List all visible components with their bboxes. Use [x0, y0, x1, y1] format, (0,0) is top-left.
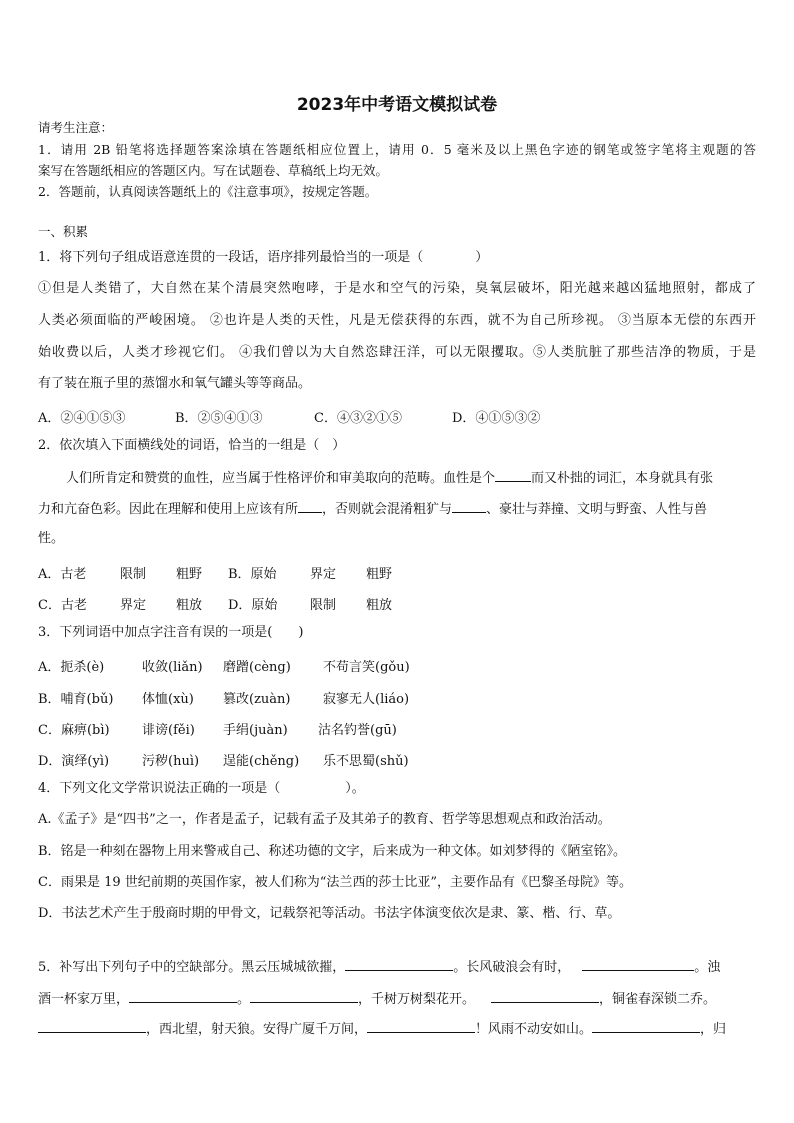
q2-option-a-word-3: 粗野 [176, 567, 203, 582]
q2-option-b-word-2: 界定 [310, 567, 337, 582]
q3-stem: 3．下列词语中加点字注音有误的一项是( ) [38, 625, 304, 640]
q2-blank-2[interactable] [298, 500, 322, 513]
q2-option-a-word-2: 限制 [120, 567, 147, 582]
q3-option-c-word-3: 手绢(juàn) [223, 723, 288, 738]
q4-option-c[interactable]: C．雨果是 19 世纪前期的英国作家，被人们称为“法兰西的莎士比亚”，主要作品有《巴黎圣母院》等。 [38, 875, 633, 890]
q2-stem: 2．依次填入下面横线处的词语，恰当的一组是（ ） [38, 438, 346, 453]
q3-option-b-word-3: 篡改(zuàn) [223, 692, 291, 707]
q2-passage-line-1 [66, 469, 756, 487]
notice-heading: 请考生注意： [38, 120, 114, 135]
notice-item-1-line-1: 1．请用 2B 铅笔将选择题答案涂填在答题纸相应位置上，请用 0．5 毫米及以上黑色字迹的钢笔或签字笔将主观题的答 [38, 142, 756, 157]
q1-passage-line-4: 有了装在瓶子里的蒸馏水和氧气罐头等等商品。 [38, 376, 312, 391]
q1-option-b[interactable]: B．②⑤④①③ [175, 411, 263, 426]
q2-passage-line-2 [38, 500, 756, 518]
q4-option-d[interactable]: D．书法艺术产生于殷商时期的甲骨文，记载祭祀等活动。书法字体演变依次是隶、篆、楷、行、草。 [38, 906, 621, 921]
q3-option-a[interactable]: A．扼杀(è) [38, 660, 105, 675]
q2-text: 而又朴拙的词汇，本身就具有张 [531, 471, 714, 486]
q3-option-a-word-4: 不苟言笑(gǒu) [323, 660, 410, 675]
q5-blank-5[interactable] [491, 990, 599, 1003]
q5-blank-4[interactable] [250, 990, 358, 1003]
q2-option-a[interactable]: A．古老 [38, 567, 87, 582]
section-heading: 一、积累 [38, 224, 89, 239]
q2-option-c[interactable]: C．古老 [38, 598, 87, 613]
q3-option-a-word-2: 收敛(liǎn) [142, 660, 203, 675]
q1-option-d[interactable]: D．④①⑤③② [452, 411, 541, 426]
notice-item-1-line-2: 案写在答题纸相应的答题区内。写在试题卷、草稿纸上均无效。 [38, 163, 389, 178]
q2-option-d-word-2: 限制 [310, 598, 337, 613]
q4-option-b[interactable]: B．铭是一种刻在器物上用来警戒自己、称述功德的文字，后来成为一种文体。如刘梦得的《陋室铭》。 [38, 844, 627, 859]
q2-option-c-word-3: 粗放 [176, 598, 203, 613]
q2-text: 人们所肯定和赞赏的血性，应当属于性格评价和审美取向的范畴。血性是个 [66, 471, 496, 486]
q3-option-d-word-4: 乐不思蜀(shǔ) [323, 754, 409, 769]
q4-option-a[interactable]: A.《孟子》是“四书”之一，作者是孟子，记载有孟子及其弟子的教育、哲学等思想观点和政治活动。 [38, 812, 611, 827]
q5-text: ，归 [700, 1022, 727, 1037]
q2-blank-3[interactable] [452, 500, 486, 513]
q3-option-d-word-3: 逞能(chěng) [223, 754, 300, 769]
q1-passage-line-2: 人类必须面临的严峻困境。 ②也许是人类的天性，凡是无偿获得的东西，就不为自己所珍视。 ③当原本无偿的东西开 [38, 313, 756, 328]
q3-option-a-word-3: 磨蹭(cèng) [223, 660, 291, 675]
q5-blank-8[interactable] [592, 1020, 700, 1033]
q2-option-d[interactable]: D．原始 [228, 598, 278, 613]
q2-text: 、豪壮与莽撞、文明与野蛮、人性与兽 [486, 502, 708, 517]
q5-blank-3[interactable] [129, 990, 237, 1003]
q5-text: 。长风破浪会有时， [453, 960, 571, 975]
q2-text: 力和亢奋色彩。因此在理解和使用上应该有所 [38, 502, 299, 517]
q5-text: 5．补写出下列句子中的空缺部分。黑云压城城欲摧， [38, 960, 346, 975]
q5-text: 酒一杯家万里， [38, 992, 130, 1007]
q5-line-1 [38, 958, 756, 976]
q2-option-b-word-3: 粗野 [366, 567, 393, 582]
q5-text: ，铜雀春深锁二乔。 [599, 992, 717, 1007]
q5-text: ！风雨不动安如山。 [475, 1022, 593, 1037]
q3-option-c-word-2: 诽谤(fěi) [142, 723, 195, 738]
q1-option-a[interactable]: A．②④①⑤③ [38, 411, 126, 426]
q1-stem: 1．将下列句子组成语意连贯的一段话，语序排列最恰当的一项是（ ） [38, 250, 489, 265]
q5-text: 。浊 [694, 960, 721, 975]
q5-blank-2[interactable] [582, 958, 694, 971]
q4-stem: 4．下列文化文学常识说法正确的一项是（ ）。 [38, 781, 365, 796]
notice-item-2: 2．答题前，认真阅读答题纸上的《注意事项》，按规定答题。 [38, 184, 378, 199]
q3-option-c-word-4: 沽名钓誉(gū) [318, 723, 397, 738]
q5-text: 。 [237, 992, 251, 1007]
q5-line-3 [38, 1020, 756, 1038]
q3-option-d-word-2: 污秽(huì) [142, 754, 200, 769]
q3-option-c[interactable]: C．麻痹(bì) [38, 723, 110, 738]
q2-blank-1[interactable] [495, 469, 531, 482]
q2-option-b[interactable]: B．原始 [228, 567, 277, 582]
q3-option-d[interactable]: D．演绎(yì) [38, 754, 110, 769]
q5-text: ，千树万树梨花开。 [358, 992, 476, 1007]
q5-blank-7[interactable] [367, 1020, 475, 1033]
q1-passage-line-3: 始收费以后，人类才珍视它们。 ④我们曾以为大自然恣肆汪洋，可以无限攫取。⑤人类肮脏了那些洁净的物质，于是 [38, 345, 756, 360]
q2-passage-line-3: 性。 [38, 531, 65, 546]
q3-option-b-word-2: 体恤(xù) [142, 692, 194, 707]
q5-line-2 [38, 990, 756, 1008]
q3-option-b[interactable]: B．哺育(bǔ) [38, 692, 114, 707]
q5-blank-6[interactable] [38, 1020, 146, 1033]
q5-blank-1[interactable] [345, 958, 453, 971]
q2-option-d-word-3: 粗放 [366, 598, 393, 613]
q1-option-c[interactable]: C．④③②①⑤ [314, 411, 402, 426]
exam-title: 2023年中考语文模拟试卷 [296, 95, 498, 115]
q1-passage-line-1: ①但是人类错了，大自然在某个清晨突然咆哮，于是水和空气的污染，臭氧层破坏，阳光越来越凶猛地照射，都成了 [38, 281, 756, 296]
q2-text: ，否则就会混淆粗犷与 [322, 502, 453, 517]
q3-option-b-word-4: 寂寥无人(liáo) [323, 692, 410, 707]
q2-option-c-word-2: 界定 [120, 598, 147, 613]
q5-text: ，西北望，射天狼。安得广厦千万间， [146, 1022, 368, 1037]
